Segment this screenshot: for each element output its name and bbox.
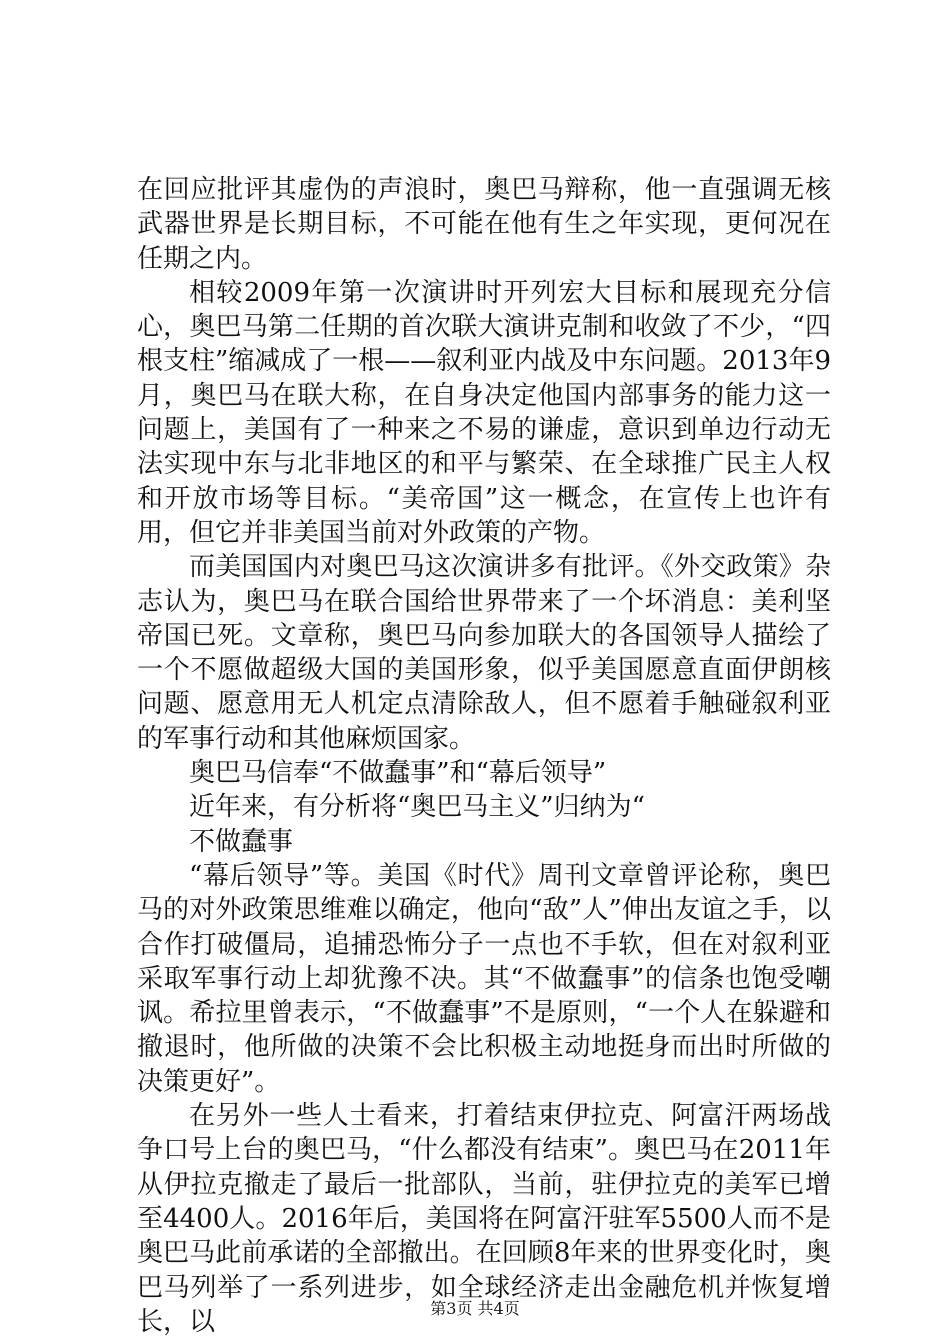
paragraph: 近年来，有分析将“奥巴马主义”归纳为“ (189, 792, 645, 823)
page-footer: 第3页 共4页 (430, 1299, 520, 1318)
document-body (137, 173, 831, 1339)
paragraph: 相较2009年第一次演讲时开列宏大目标和展现充分信心，奥巴马第二任期的首次联大演讲克制和收敛了不少，“四根支柱”缩减成了一根——叙利亚内战及中东问题。2013年9月，奥巴马在联大称，在自身决定他国内部事务的能力这一问题上，美国有了一种来之不易的谦虚，意识到单边行动无法实现中东与北非地区的和平与繁荣、在全球推广民主人权和开放市场等目标。“美帝国”这一概念，在宣传上也许有用，但它并非美国当前对外政策的产物。 (137, 277, 832, 548)
paragraph: 在回应批评其虚伪的声浪时，奥巴马辩称，他一直强调无核武器世界是长期目标，不可能在他有生之年实现，更何况在任期之内。 (137, 175, 831, 274)
paragraph: 而美国国内对奥巴马这次演讲多有批评。《外交政策》杂志认为，奥巴马在联合国给世界带来了一个坏消息：美利坚帝国已死。文章称，奥巴马向参加联大的各国领导人描绘了一个不愿做超级大国的美国形象，似乎美国愿意直面伊朗核问题、愿意用无人机定点清除敌人，但不愿着手触碰叙利亚的军事行动和其他麻烦国家。 (137, 552, 831, 754)
paragraph: 不做蠢事 (189, 826, 294, 857)
section-heading: 奥巴马信奉“不做蠢事”和“幕后领导” (189, 758, 607, 789)
paragraph: 在另外一些人士看来，打着结束伊拉克、阿富汗两场战争口号上台的奥巴马，“什么都没有结束”。奥巴马在2011年从伊拉克撤走了最后一批部队，当前，驻伊拉克的美军已增至4400人。2016年后，美国将在阿富汗驻军5500人而不是奥巴马此前承诺的全部撤出。在回顾8年来的世界变化时，奥巴马列举了一系列进步，如全球经济走出金融危机并恢复增长，以 (137, 1101, 831, 1337)
paragraph: “幕后领导”等。美国《时代》周刊文章曾评论称，奥巴马的对外政策思维难以确定，他向“敌”人”伸出友谊之手，以合作打破僵局，追捕恐怖分子一点也不手软，但在对叙利亚采取军事行动上却犹豫不决。其“不做蠢事”的信条也饱受嘲讽。希拉里曾表示，“不做蠢事”不是原则，“一个人在躲避和撤退时，他所做的决策不会比积极主动地挺身而出时所做的决策更好”。 (137, 860, 831, 1097)
